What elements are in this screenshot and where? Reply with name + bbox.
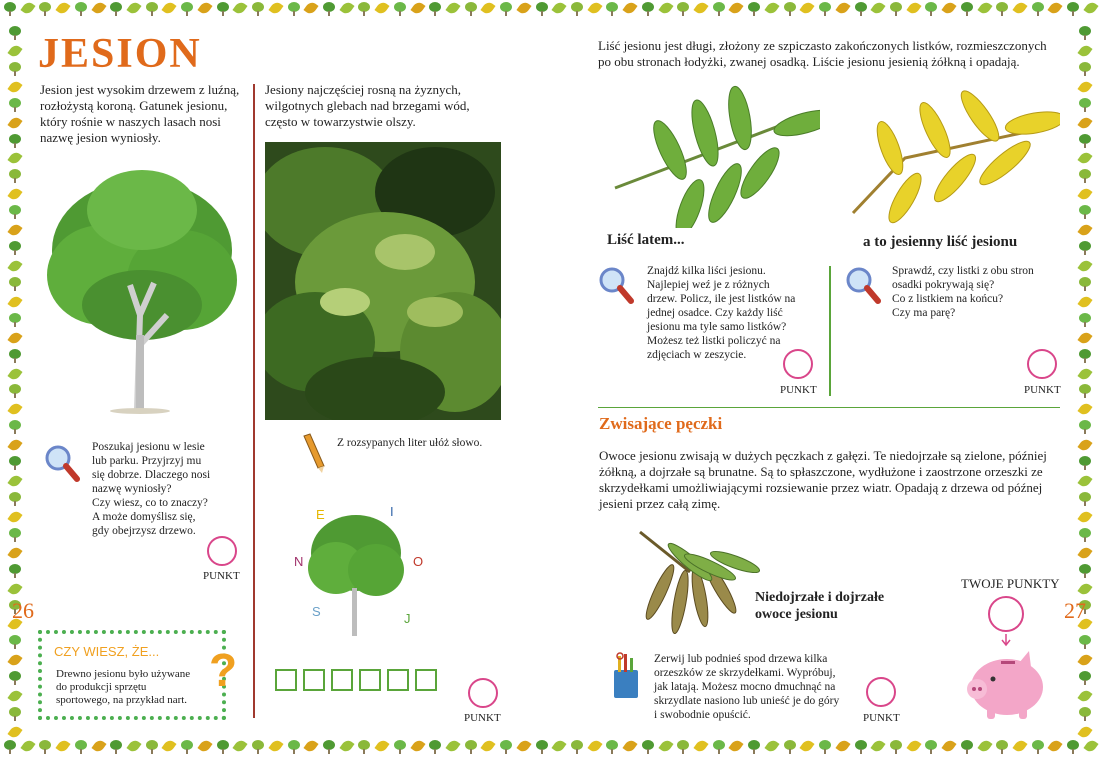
border-tree-icon xyxy=(713,740,725,754)
task-divider xyxy=(829,266,831,396)
border-leaf-icon xyxy=(7,509,22,525)
border-leaf-icon xyxy=(1077,473,1092,489)
border-leaf-icon xyxy=(7,402,22,418)
border-tree-icon xyxy=(9,564,21,578)
svg-text:?: ? xyxy=(209,646,238,694)
border-tree-icon xyxy=(606,740,618,754)
border-leaf-icon xyxy=(658,0,673,16)
decorative-border-left xyxy=(4,22,26,742)
border-leaf-icon xyxy=(7,724,22,740)
border-leaf-icon xyxy=(481,738,496,754)
border-tree-icon xyxy=(1079,635,1091,649)
border-tree-icon xyxy=(1067,740,1079,754)
border-tree-icon xyxy=(9,26,21,40)
border-leaf-icon xyxy=(1077,652,1092,668)
border-leaf-icon xyxy=(835,738,850,754)
answer-box[interactable] xyxy=(387,669,409,691)
decorative-border-top xyxy=(0,2,1100,24)
fruit-text: Owoce jesionu zwisają w dużych pęczkach z gałęzi. Te niedojrzałe są zielone, później żółkną, a dojrzałe są brunatne. Są to spłaszczone, wydłużone i zaostrzone orzeszki ze skrzydełkami umożliwiającymi rozsiewanie przez wiatr. Opadają z drzewa od późnej jesieni przez całą zimę. xyxy=(599,448,1047,511)
border-tree-icon xyxy=(9,671,21,685)
border-tree-icon xyxy=(9,277,21,291)
border-tree-icon xyxy=(288,740,300,754)
border-tree-icon xyxy=(1079,492,1091,506)
border-leaf-icon xyxy=(445,738,460,754)
border-tree-icon xyxy=(9,528,21,542)
border-leaf-icon xyxy=(764,738,779,754)
border-leaf-icon xyxy=(304,0,319,16)
border-tree-icon xyxy=(1079,26,1091,40)
task-check-symmetry: Sprawdź, czy listki z obu stron osadki pokrywają się? Co z listkiem na końcu? Czy ma parę? xyxy=(892,265,1034,319)
border-leaf-icon xyxy=(623,0,638,16)
border-leaf-icon xyxy=(977,738,992,754)
border-tree-icon xyxy=(9,241,21,255)
border-leaf-icon xyxy=(268,0,283,16)
border-leaf-icon xyxy=(942,738,957,754)
border-leaf-icon xyxy=(7,79,22,95)
border-leaf-icon xyxy=(233,0,248,16)
did-you-know-text: Drewno jesionu było używane do produkcji sprzętu sportowego, na przykład nart. xyxy=(56,668,191,706)
answer-box[interactable] xyxy=(359,669,381,691)
border-leaf-icon xyxy=(587,738,602,754)
border-leaf-icon xyxy=(1048,0,1063,16)
border-tree-icon xyxy=(146,740,158,754)
border-tree-icon xyxy=(1079,205,1091,219)
border-leaf-icon xyxy=(268,738,283,754)
border-leaf-icon xyxy=(906,0,921,16)
ash-foliage-photo xyxy=(265,142,501,420)
border-leaf-icon xyxy=(7,473,22,489)
border-tree-icon xyxy=(9,98,21,112)
answer-boxes xyxy=(275,669,437,691)
magnifying-glass-icon xyxy=(44,444,80,484)
border-leaf-icon xyxy=(7,330,22,346)
question-mark-icon xyxy=(205,646,243,694)
border-tree-icon xyxy=(925,740,937,754)
border-leaf-icon xyxy=(1077,115,1092,131)
puzzle-letter: I xyxy=(390,504,394,519)
border-leaf-icon xyxy=(693,738,708,754)
border-leaf-icon xyxy=(587,0,602,16)
border-leaf-icon xyxy=(7,545,22,561)
border-tree-icon xyxy=(75,740,87,754)
puzzle-letter: N xyxy=(294,554,304,569)
border-leaf-icon xyxy=(1077,581,1092,597)
border-leaf-icon xyxy=(7,366,22,382)
your-points-label: TWOJE PUNKTY xyxy=(961,576,1060,591)
border-tree-icon xyxy=(1079,671,1091,685)
border-tree-icon xyxy=(500,2,512,16)
border-tree-icon xyxy=(9,707,21,721)
border-tree-icon xyxy=(39,2,51,16)
border-tree-icon xyxy=(9,384,21,398)
answer-box[interactable] xyxy=(331,669,353,691)
punkt-label: PUNKT xyxy=(1024,384,1061,396)
page-number-left: 26 xyxy=(12,598,34,623)
pencil-icon xyxy=(300,432,328,474)
border-tree-icon xyxy=(394,740,406,754)
border-tree-icon xyxy=(1079,384,1091,398)
border-leaf-icon xyxy=(1077,509,1092,525)
border-tree-icon xyxy=(39,740,51,754)
border-leaf-icon xyxy=(7,294,22,310)
punkt-label: PUNKT xyxy=(780,384,817,396)
punkt-circle[interactable] xyxy=(866,677,896,707)
border-leaf-icon xyxy=(7,437,22,453)
border-tree-icon xyxy=(571,2,583,16)
border-leaf-icon xyxy=(1077,187,1092,203)
border-leaf-icon xyxy=(7,652,22,668)
border-leaf-icon xyxy=(1077,402,1092,418)
leaf-intro-text: Liść jesionu jest długi, złożony ze szpiczasto zakończonych listków, rozmieszczonych po obu stronach łodyżki, zwanej osadką. Liście jesionu jesienią żółkną i opadają. xyxy=(598,38,1047,69)
border-tree-icon xyxy=(819,740,831,754)
intro-text: Jesion jest wysokim drzewem z luźną, rozłożystą koroną. Gatunek jesionu, który rośnie w naszych lasach nosi nazwę jesion wyniosły. xyxy=(40,82,240,145)
border-leaf-icon xyxy=(7,115,22,131)
border-tree-icon xyxy=(9,420,21,434)
border-leaf-icon xyxy=(56,738,71,754)
did-you-know-box xyxy=(38,630,226,720)
border-tree-icon xyxy=(1079,169,1091,183)
did-you-know-heading: CZY WIESZ, ŻE... xyxy=(54,644,160,659)
border-tree-icon xyxy=(536,740,548,754)
border-leaf-icon xyxy=(1077,151,1092,167)
border-tree-icon xyxy=(394,2,406,16)
border-tree-icon xyxy=(571,740,583,754)
border-tree-icon xyxy=(819,2,831,16)
border-tree-icon xyxy=(358,2,370,16)
border-tree-icon xyxy=(465,740,477,754)
border-tree-icon xyxy=(9,134,21,148)
border-tree-icon xyxy=(784,2,796,16)
border-tree-icon xyxy=(429,2,441,16)
border-tree-icon xyxy=(996,740,1008,754)
border-tree-icon xyxy=(642,2,654,16)
border-leaf-icon xyxy=(552,0,567,16)
section-title: Zwisające pęczki xyxy=(599,414,723,433)
border-leaf-icon xyxy=(56,0,71,16)
border-leaf-icon xyxy=(339,0,354,16)
border-tree-icon xyxy=(890,2,902,16)
border-tree-icon xyxy=(1067,2,1079,16)
ash-fruit-cluster-illustration xyxy=(620,522,760,640)
border-leaf-icon xyxy=(7,258,22,274)
border-leaf-icon xyxy=(552,738,567,754)
border-leaf-icon xyxy=(942,0,957,16)
border-tree-icon xyxy=(9,169,21,183)
ash-tree-illustration xyxy=(42,165,242,415)
border-leaf-icon xyxy=(516,738,531,754)
border-tree-icon xyxy=(890,740,902,754)
border-leaf-icon xyxy=(1077,258,1092,274)
border-leaf-icon xyxy=(1077,545,1092,561)
punkt-circle[interactable] xyxy=(207,536,237,566)
border-tree-icon xyxy=(1032,2,1044,16)
border-leaf-icon xyxy=(197,0,212,16)
border-tree-icon xyxy=(9,492,21,506)
border-tree-icon xyxy=(9,313,21,327)
border-tree-icon xyxy=(1079,707,1091,721)
border-tree-icon xyxy=(1079,277,1091,291)
border-tree-icon xyxy=(677,740,689,754)
border-tree-icon xyxy=(465,2,477,16)
decorative-border-right xyxy=(1074,22,1096,742)
border-tree-icon xyxy=(500,740,512,754)
border-leaf-icon xyxy=(233,738,248,754)
section-divider xyxy=(598,407,1060,408)
border-tree-icon xyxy=(961,2,973,16)
border-tree-icon xyxy=(110,740,122,754)
border-tree-icon xyxy=(1079,313,1091,327)
border-leaf-icon xyxy=(7,222,22,238)
border-leaf-icon xyxy=(410,738,425,754)
border-tree-icon xyxy=(925,2,937,16)
border-tree-icon xyxy=(1079,349,1091,363)
border-leaf-icon xyxy=(977,0,992,16)
border-tree-icon xyxy=(748,740,760,754)
border-leaf-icon xyxy=(516,0,531,16)
border-leaf-icon xyxy=(162,0,177,16)
task-fly-seeds: Zerwij lub podnieś spod drzewa kilka orzeszków ze skrzydełkami. Wypróbuj, jak latają. Możesz mocno dmuchnąć na skrzydlate nasiono lub unieść je do góry i swobodnie opuścić. xyxy=(654,653,840,721)
puzzle-letter: J xyxy=(404,611,411,626)
border-leaf-icon xyxy=(1077,222,1092,238)
border-tree-icon xyxy=(996,2,1008,16)
puzzle-letter: O xyxy=(413,554,424,569)
punkt-circle[interactable] xyxy=(783,349,813,379)
border-tree-icon xyxy=(217,740,229,754)
border-leaf-icon xyxy=(871,738,886,754)
border-tree-icon xyxy=(677,2,689,16)
border-tree-icon xyxy=(1032,740,1044,754)
border-tree-icon xyxy=(252,2,264,16)
border-tree-icon xyxy=(855,2,867,16)
border-leaf-icon xyxy=(7,688,22,704)
border-tree-icon xyxy=(1079,134,1091,148)
border-tree-icon xyxy=(1079,528,1091,542)
border-leaf-icon xyxy=(906,738,921,754)
border-leaf-icon xyxy=(20,0,35,16)
border-tree-icon xyxy=(9,456,21,470)
border-tree-icon xyxy=(784,740,796,754)
border-tree-icon xyxy=(4,740,16,754)
border-tree-icon xyxy=(1079,420,1091,434)
border-leaf-icon xyxy=(91,0,106,16)
border-tree-icon xyxy=(252,740,264,754)
border-leaf-icon xyxy=(623,738,638,754)
border-leaf-icon xyxy=(1077,43,1092,59)
puzzle-letter: E xyxy=(316,507,325,522)
border-tree-icon xyxy=(713,2,725,16)
fruit-caption: Niedojrzałe i dojrzałe owoce jesionu xyxy=(755,590,885,622)
border-tree-icon xyxy=(323,2,335,16)
border-tree-icon xyxy=(1079,241,1091,255)
border-tree-icon xyxy=(288,2,300,16)
border-leaf-icon xyxy=(693,0,708,16)
border-leaf-icon xyxy=(339,738,354,754)
habitat-text: Jesiony najczęściej rosną na żyznych, wilgotnych glebach nad brzegami wód, często w towarzystwie olszy. xyxy=(265,82,470,129)
task-count-leaflets: Znajdź kilka liści jesionu. Najlepiej weź je z różnych drzew. Policz, ile jest listków na jednej osadce. Czy każdy liść jesionu ma tyle samo listków? Możesz też listki policzyć na zdjęciach w zeszycie. xyxy=(647,265,796,361)
border-leaf-icon xyxy=(1077,366,1092,382)
border-leaf-icon xyxy=(1077,437,1092,453)
border-tree-icon xyxy=(323,740,335,754)
border-tree-icon xyxy=(9,349,21,363)
border-tree-icon xyxy=(9,205,21,219)
puzzle-letter: S xyxy=(312,604,321,619)
border-leaf-icon xyxy=(729,738,744,754)
border-leaf-icon xyxy=(800,738,815,754)
border-leaf-icon xyxy=(7,43,22,59)
border-tree-icon xyxy=(1079,456,1091,470)
punkt-circle[interactable] xyxy=(468,678,498,708)
border-tree-icon xyxy=(9,62,21,76)
border-leaf-icon xyxy=(1012,738,1027,754)
border-leaf-icon xyxy=(1077,330,1092,346)
answer-box[interactable] xyxy=(303,669,325,691)
border-tree-icon xyxy=(181,2,193,16)
border-leaf-icon xyxy=(1077,688,1092,704)
green-ash-leaf-illustration xyxy=(610,78,820,228)
summer-leaf-caption: Liść latem... xyxy=(607,232,685,248)
border-leaf-icon xyxy=(1077,294,1092,310)
border-leaf-icon xyxy=(7,581,22,597)
border-leaf-icon xyxy=(162,738,177,754)
border-tree-icon xyxy=(358,740,370,754)
border-tree-icon xyxy=(4,2,16,16)
border-leaf-icon xyxy=(445,0,460,16)
border-leaf-icon xyxy=(1077,724,1092,740)
border-tree-icon xyxy=(217,2,229,16)
border-tree-icon xyxy=(642,740,654,754)
border-leaf-icon xyxy=(304,738,319,754)
total-points-circle[interactable] xyxy=(988,596,1024,632)
autumn-ash-leaf-illustration xyxy=(845,88,1060,228)
border-leaf-icon xyxy=(375,738,390,754)
border-leaf-icon xyxy=(1012,0,1027,16)
punkt-label: PUNKT xyxy=(203,570,240,582)
magnifying-glass-icon xyxy=(598,266,634,306)
border-tree-icon xyxy=(606,2,618,16)
border-tree-icon xyxy=(1079,98,1091,112)
page-title: JESION xyxy=(38,31,202,77)
border-leaf-icon xyxy=(764,0,779,16)
border-tree-icon xyxy=(429,740,441,754)
border-leaf-icon xyxy=(126,0,141,16)
punkt-label: PUNKT xyxy=(863,712,900,724)
answer-box[interactable] xyxy=(275,669,297,691)
border-leaf-icon xyxy=(197,738,212,754)
border-tree-icon xyxy=(536,2,548,16)
border-tree-icon xyxy=(748,2,760,16)
border-tree-icon xyxy=(181,740,193,754)
border-tree-icon xyxy=(146,2,158,16)
border-leaf-icon xyxy=(1048,738,1063,754)
answer-box[interactable] xyxy=(415,669,437,691)
border-leaf-icon xyxy=(835,0,850,16)
border-leaf-icon xyxy=(126,738,141,754)
border-tree-icon xyxy=(1079,62,1091,76)
border-tree-icon xyxy=(1079,564,1091,578)
border-tree-icon xyxy=(855,740,867,754)
border-leaf-icon xyxy=(1083,0,1098,16)
border-tree-icon xyxy=(75,2,87,16)
piggy-bank-icon xyxy=(963,645,1051,721)
border-leaf-icon xyxy=(800,0,815,16)
puzzle-instruction: Z rozsypanych liter ułóż słowo. xyxy=(337,437,483,449)
page-number-right: 27 xyxy=(1064,598,1086,623)
border-leaf-icon xyxy=(410,0,425,16)
punkt-circle[interactable] xyxy=(1027,349,1057,379)
border-leaf-icon xyxy=(91,738,106,754)
column-divider xyxy=(253,84,255,718)
border-leaf-icon xyxy=(871,0,886,16)
border-leaf-icon xyxy=(658,738,673,754)
border-tree-icon xyxy=(961,740,973,754)
border-leaf-icon xyxy=(729,0,744,16)
autumn-leaf-caption: a to jesienny liść jesionu xyxy=(863,234,1018,250)
border-tree-icon xyxy=(9,635,21,649)
border-leaf-icon xyxy=(7,187,22,203)
border-tree-icon xyxy=(110,2,122,16)
decorative-border-bottom xyxy=(0,740,1100,762)
scissors-pencil-cup-icon xyxy=(608,652,644,700)
border-leaf-icon xyxy=(1077,79,1092,95)
border-leaf-icon xyxy=(481,0,496,16)
punkt-label: PUNKT xyxy=(464,712,501,724)
border-leaf-icon xyxy=(375,0,390,16)
task-find-ash: Poszukaj jesionu w lesie lub parku. Przyjrzyj mu się dobrze. Dlaczego nosi nazwę wyniosły? Czy wiesz, co to znaczy? A może domyślisz się, gdy obejrzysz drzewo. xyxy=(92,441,211,537)
border-leaf-icon xyxy=(7,151,22,167)
magnifying-glass-icon xyxy=(845,266,881,306)
